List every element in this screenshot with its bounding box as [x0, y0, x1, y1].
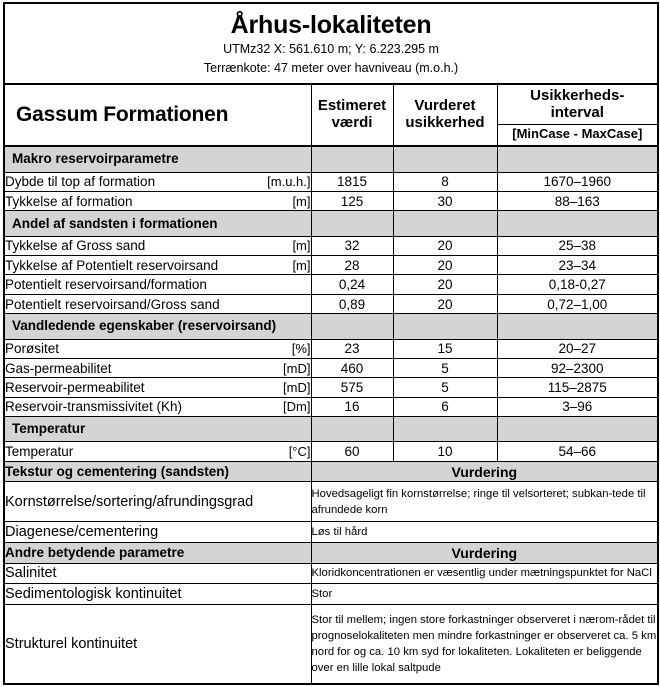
coordinates-text: UTMz32 X: 561.610 m; Y: 6.223.295 m — [223, 42, 439, 57]
interval-range-label: [MinCase - MaxCase] — [498, 124, 658, 145]
parameter-label-cell — [4, 378, 311, 397]
group-spacer-estimated — [311, 314, 393, 339]
group-label: Andel af sandsten i formationen — [4, 211, 311, 236]
assessment-label: Strukturel kontinuitet — [4, 604, 311, 684]
interval-value: 25–38 — [497, 236, 658, 255]
assessment-label: Diagenese/cementering — [4, 522, 311, 543]
parameter-label-cell — [4, 275, 311, 294]
table-row — [4, 378, 658, 397]
assessment-note: Kloridkoncentrationen er væsentlig under mætningspunktet for NaCl — [311, 563, 658, 584]
parameter-label-cell — [4, 339, 311, 358]
uncertainty-value: 20 — [393, 275, 497, 294]
estimated-value: 28 — [311, 256, 393, 275]
table-row — [4, 256, 658, 275]
interval-value: 20–27 — [497, 339, 658, 358]
parameter-label: Dybde til top af formation — [5, 174, 156, 190]
uncertainty-value: 20 — [393, 236, 497, 255]
group-label: Vandledende egenskaber (reservoirsand) — [4, 314, 311, 339]
group-row — [4, 146, 658, 172]
uncertainty-header-line1: Vurderet — [414, 97, 476, 115]
parameter-unit: [Dm] — [283, 399, 311, 415]
uncertainty-interval-header — [497, 84, 658, 146]
uncertainty-header-line2: usikkerhed — [405, 114, 485, 132]
group-spacer-estimated — [311, 211, 393, 236]
parameter-unit: [m] — [292, 193, 311, 209]
parameter-label: Reservoir-permeabilitet — [5, 380, 145, 396]
estimated-value: 575 — [311, 378, 393, 397]
group-spacer-interval — [497, 146, 658, 172]
parameter-label: Porøsitet — [5, 341, 60, 357]
interval-value: 0,18-0,27 — [497, 275, 658, 294]
assessment-label: Sedimentologisk kontinuitet — [4, 584, 311, 605]
parameter-unit: [°C] — [288, 444, 311, 460]
parameter-label: Temperatur — [5, 444, 74, 460]
parameter-label-cell — [4, 256, 311, 275]
parameter-label: Tykkelse af Gross sand — [5, 238, 146, 254]
parameter-unit: [mD] — [283, 380, 311, 396]
table-row — [4, 294, 658, 313]
table-row — [4, 358, 658, 377]
interval-value: 92–2300 — [497, 358, 658, 377]
parameter-label: Potentielt reservoirsand/Gross sand — [5, 296, 220, 312]
estimated-value: 0,89 — [311, 294, 393, 313]
group-spacer-uncertainty — [393, 314, 497, 339]
estimated-value: 0,24 — [311, 275, 393, 294]
table-body — [4, 3, 658, 684]
interval-value: 88–163 — [497, 191, 658, 210]
uncertainty-value: 5 — [393, 378, 497, 397]
interval-value: 115–2875 — [497, 378, 658, 397]
interval-value: 3–96 — [497, 397, 658, 416]
assessment-note: Stor til mellem; ingen store forkastninger observeret i nærom-rådet til prognoselokaliteten men mindre forkastninger er observeret ca. 5 km nord for og ca. 10 km syd for lokaliteten. Lokaliteten er beliggende over en lille lokal saltpude — [311, 604, 658, 684]
group-spacer-uncertainty — [393, 146, 497, 172]
interval-value: 0,72–1,00 — [497, 294, 658, 313]
estimated-value-header-line1: Estimeret — [317, 97, 387, 115]
uncertainty-header — [393, 84, 497, 146]
column-header-row — [4, 84, 658, 146]
parameter-label-cell — [4, 442, 311, 461]
parameter-label-cell — [4, 294, 311, 313]
uncertainty-value: 8 — [393, 172, 497, 191]
estimated-value-header — [311, 84, 393, 146]
parameter-unit: [m.u.h.] — [267, 174, 311, 190]
uncertainty-value: 5 — [393, 358, 497, 377]
parameter-unit: [%] — [291, 341, 311, 357]
title-cell — [4, 3, 658, 84]
parameter-label-cell — [4, 236, 311, 255]
section-vurdering-header: Vurdering — [311, 461, 658, 482]
estimated-value-header-line2: værdi — [331, 114, 373, 132]
assessment-note: Stor — [311, 584, 658, 605]
title-row — [4, 3, 658, 84]
group-spacer-estimated — [311, 146, 393, 172]
group-row — [4, 417, 658, 442]
table-row — [4, 442, 658, 461]
uncertainty-value: 15 — [393, 339, 497, 358]
parameter-label-cell — [4, 358, 311, 377]
parameter-label-cell — [4, 172, 311, 191]
group-label: Temperatur — [4, 417, 311, 442]
assessment-note: Løs til hård — [311, 522, 658, 543]
group-row — [4, 314, 658, 339]
estimated-value: 1815 — [311, 172, 393, 191]
group-spacer-estimated — [311, 417, 393, 442]
estimated-value: 16 — [311, 397, 393, 416]
estimated-value: 60 — [311, 442, 393, 461]
uncertainty-value: 20 — [393, 256, 497, 275]
assessment-note: Hovedsageligt fin kornstørrelse; ringe til velsorteret; subkan-tede til afrundede korn — [311, 482, 658, 522]
uncertainty-value: 10 — [393, 442, 497, 461]
section-title: Andre betydende parametre — [4, 543, 311, 564]
group-spacer-uncertainty — [393, 211, 497, 236]
table-row — [4, 191, 658, 210]
table-row — [4, 236, 658, 255]
parameter-label-cell — [4, 191, 311, 210]
group-spacer-uncertainty — [393, 417, 497, 442]
uncertainty-value: 6 — [393, 397, 497, 416]
parameter-label: Reservoir-transmissivitet (Kh) — [5, 399, 183, 415]
assessment-label: Salinitet — [4, 563, 311, 584]
parameter-unit: [m] — [292, 257, 311, 273]
page-title: Århus-lokaliteten — [230, 11, 432, 40]
estimated-value: 460 — [311, 358, 393, 377]
assessment-label: Kornstørrelse/sortering/afrundingsgrad — [4, 482, 311, 522]
group-row — [4, 211, 658, 236]
section-title: Tekstur og cementering (sandsten) — [4, 461, 311, 482]
group-spacer-interval — [497, 417, 658, 442]
estimated-value: 125 — [311, 191, 393, 210]
formation-name-header: Gassum Formationen — [4, 84, 311, 146]
parameter-unit: [mD] — [283, 360, 311, 376]
interval-value: 1670–1960 — [497, 172, 658, 191]
interval-value: 23–34 — [497, 256, 658, 275]
table-row — [4, 584, 658, 605]
parameter-label-cell — [4, 397, 311, 416]
table-row — [4, 563, 658, 584]
uncertainty-value: 20 — [393, 294, 497, 313]
parameter-label: Gas-permeabilitet — [5, 360, 112, 376]
interval-header-line1: Usikkerheds- — [530, 86, 625, 104]
group-spacer-interval — [497, 314, 658, 339]
section-vurdering-header: Vurdering — [311, 543, 658, 564]
table-row — [4, 275, 658, 294]
table-row — [4, 604, 658, 684]
parameter-unit: [m] — [292, 238, 311, 254]
section-header-row — [4, 543, 658, 564]
table-row — [4, 522, 658, 543]
group-spacer-interval — [497, 211, 658, 236]
table-row — [4, 482, 658, 522]
parameter-label: Tykkelse af Potentielt reservoirsand — [5, 257, 219, 273]
parameter-label: Tykkelse af formation — [5, 193, 133, 209]
group-label: Makro reservoirparametre — [4, 146, 311, 172]
formation-datasheet-table — [3, 2, 659, 685]
estimated-value: 23 — [311, 339, 393, 358]
elevation-text: Terrænkote: 47 meter over havniveau (m.o.h.) — [203, 60, 459, 75]
uncertainty-value: 30 — [393, 191, 497, 210]
table-row — [4, 339, 658, 358]
estimated-value: 32 — [311, 236, 393, 255]
interval-header-line2: interval — [550, 103, 604, 121]
table-row — [4, 172, 658, 191]
interval-value: 54–66 — [497, 442, 658, 461]
section-header-row — [4, 461, 658, 482]
table-row — [4, 397, 658, 416]
parameter-label: Potentielt reservoirsand/formation — [5, 277, 207, 293]
